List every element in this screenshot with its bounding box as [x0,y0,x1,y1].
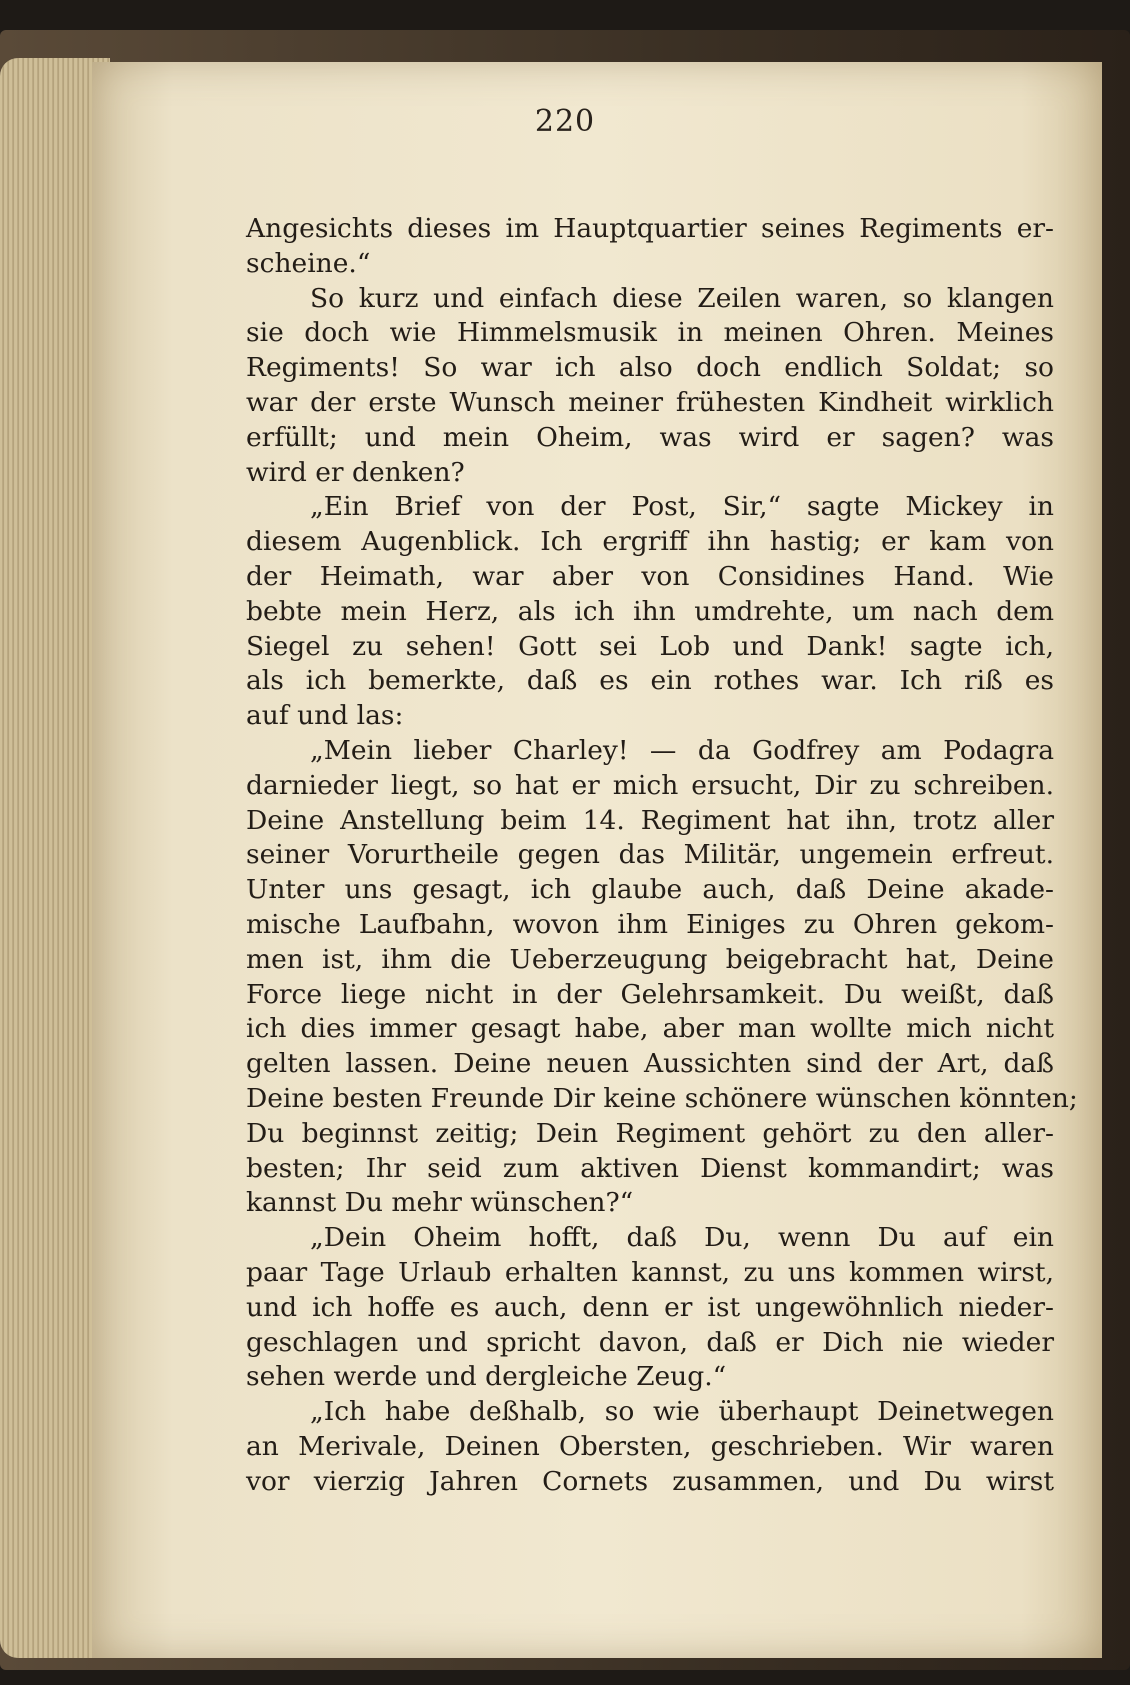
text-line: So kurz und einfach diese Zeilen waren, so klangen [310,282,1054,314]
text-line: erfüllt; und mein Oheim, was wird er sagen? was [246,421,1054,453]
text-line: Siegel zu sehen! Gott sei Lob und Dank! sagte ich, [246,630,1054,662]
text-line: bebte mein Herz, als ich ihn umdrehte, um nach dem [246,595,1054,627]
text-line: „Ich habe deßhalb, so wie überhaupt Deinetwegen [310,1396,1054,1428]
text-line: Unter uns gesagt, ich glaube auch, daß Deine akade- [246,874,1054,906]
text-line: seiner Vorurtheile gegen das Militär, ungemein erfreut. [246,839,1054,871]
text-line: „Dein Oheim hofft, daß Du, wenn Du auf ein [310,1222,1054,1254]
text-line: paar Tage Urlaub erhalten kannst, zu uns kommen wirst, [246,1256,1054,1288]
text-line: Deine Anstellung beim 14. Regiment hat ihn, trotz aller [246,804,1054,836]
text-line: wird er denken? [246,456,465,488]
text-line: Angesichts dieses im Hauptquartier seines Regiments er- [246,213,1054,244]
page-number: 220 [534,104,596,139]
text-line: auf und las: [246,700,404,732]
text-line: darnieder liegt, so hat er mich ersucht, Dir zu schreiben. [246,769,1054,801]
text-line: war der erste Wunsch meiner frühesten Kindheit wirklich [246,386,1054,418]
text-line: men ist, ihm die Ueberzeugung beigebracht hat, Deine [246,943,1054,975]
body-text [246,212,1078,1499]
text-line: Deine besten Freunde Dir keine schönere wünschen könnten; [246,1082,1078,1114]
text-line: besten; Ihr seid zum aktiven Dienst kommandirt; was [246,1152,1054,1184]
text-line: „Ein Brief von der Post, Sir,“ sagte Mickey in [310,491,1054,523]
text-line: geschlagen und spricht davon, daß er Dich nie wieder [246,1326,1054,1358]
text-line: scheine.“ [246,247,371,279]
text-line: „Mein lieber Charley! — da Godfrey am Podagra [310,734,1054,766]
text-line: der Heimath, war aber von Considines Hand. Wie [246,560,1054,592]
text-line: kannst Du mehr wünschen?“ [246,1187,634,1219]
text-line: diesem Augenblick. Ich ergriff ihn hastig; er kam von [246,526,1054,558]
text-line: ich dies immer gesagt habe, aber man wollte mich nicht [246,1013,1054,1045]
text-line: als ich bemerkte, daß es ein rothes war. Ich riß es [246,665,1054,697]
text-line: und ich hoffe es auch, denn er ist ungewöhnlich nieder- [246,1291,1054,1323]
text-line: Force liege nicht in der Gelehrsamkeit. Du weißt, daß [246,978,1054,1010]
text-line: vor vierzig Jahren Cornets zusammen, und Du wirst [246,1465,1054,1497]
text-line: Du beginnst zeitig; Dein Regiment gehört zu den aller- [246,1117,1054,1149]
text-line: sie doch wie Himmelsmusik in meinen Ohren. Meines [246,317,1054,349]
text-line: sehen werde und dergleiche Zeug.“ [246,1361,727,1393]
text-line: gelten lassen. Deine neuen Aussichten sind der Art, daß [246,1048,1054,1080]
text-line: mische Laufbahn, wovon ihm Einiges zu Ohren gekom- [246,908,1054,940]
text-line: Regiments! So war ich also doch endlich Soldat; so [246,352,1054,384]
text-line: an Merivale, Deinen Obersten, geschrieben. Wir waren [246,1430,1054,1462]
